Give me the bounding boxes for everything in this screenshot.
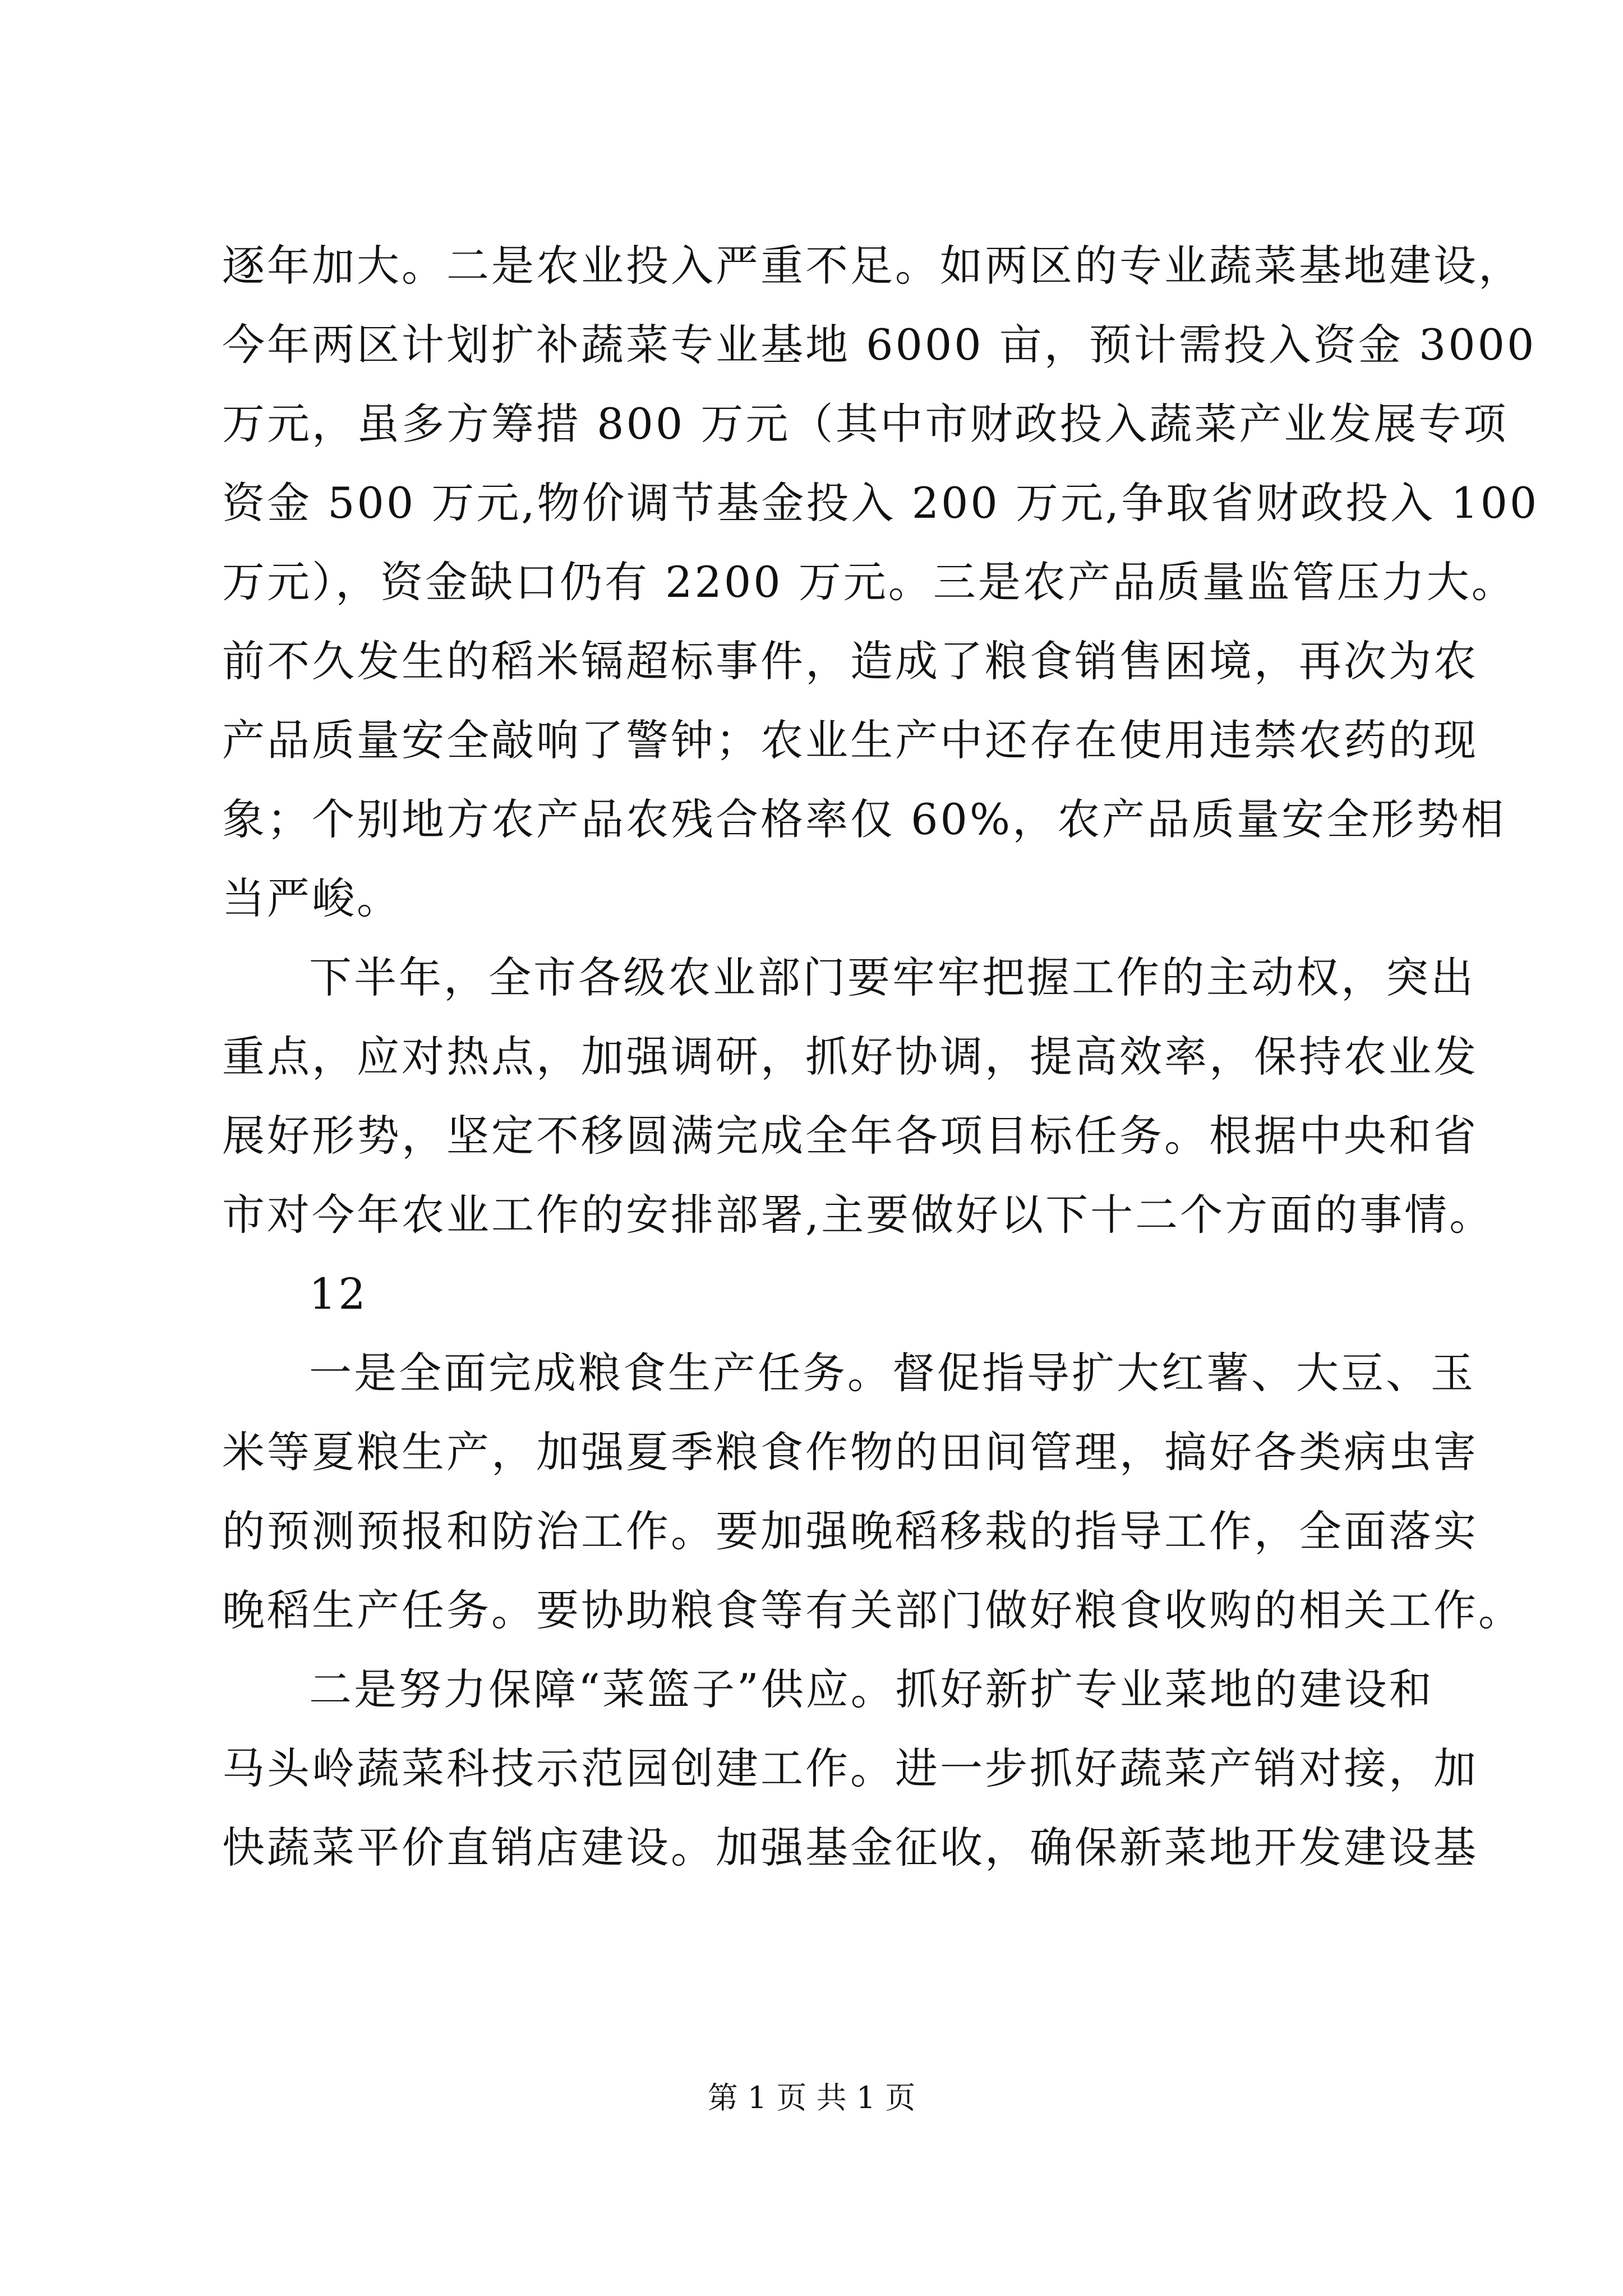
text-line: 逐年加大。二是农业投入严重不足。如两区的专业蔬菜基地建设， (222, 241, 1523, 291)
text-line: 前不久发生的稻米镉超标事件，造成了粮食销售困境，再次为农 (222, 636, 1478, 686)
text-line: 的预测预报和防治工作。要加强晚稻移栽的指导工作，全面落实 (222, 1506, 1478, 1556)
text-line: 展好形势，坚定不移圆满完成全年各项目标任务。根据中央和省 (222, 1111, 1478, 1161)
text-line: 重点，应对热点，加强调研，抓好协调，提高效率，保持农业发 (222, 1032, 1478, 1082)
section-number: 12 (309, 1269, 368, 1319)
text-line: 资金 500 万元,物价调节基金投入 200 万元,争取省财政投入 100 (222, 478, 1539, 528)
text-line: 市对今年农业工作的安排部署,主要做好以下十二个方面的事情。 (222, 1190, 1495, 1240)
text-line: 产品质量安全敲响了警钟；农业生产中还存在使用违禁农药的现 (222, 715, 1478, 765)
text-line: 象；个别地方农产品农残合格率仅 60%，农产品质量安全形势相 (222, 794, 1506, 844)
text-line: 快蔬菜平价直销店建设。加强基金征收，确保新菜地开发建设基 (222, 1823, 1478, 1872)
paragraph-start-line: 二是努力保障“菜篮子”供应。抓好新扩专业菜地的建设和 (309, 1664, 1434, 1714)
text-line: 米等夏粮生产，加强夏季粮食作物的田间管理，搞好各类病虫害 (222, 1427, 1478, 1477)
text-line: 万元，虽多方筹措 800 万元（其中市财政投入蔬菜产业发展专项 (222, 399, 1509, 449)
text-line: 晚稻生产任务。要协助粮食等有关部门做好粮食收购的相关工作。 (222, 1585, 1523, 1635)
paragraph-start-line: 下半年，全市各级农业部门要牢牢把握工作的主动权，突出 (309, 953, 1476, 1002)
text-line: 今年两区计划扩补蔬菜专业基地 6000 亩，预计需投入资金 3000 (222, 320, 1537, 370)
text-line: 万元），资金缺口仍有 2200 万元。三是农产品质量监管压力大。 (222, 557, 1516, 607)
text-line: 马头岭蔬菜科技示范园创建工作。进一步抓好蔬菜产销对接，加 (222, 1743, 1478, 1793)
paragraph-start-line: 一是全面完成粮食生产任务。督促指导扩大红薯、大豆、玉 (309, 1348, 1476, 1398)
page-footer: 第 1 页 共 1 页 (707, 2080, 916, 2115)
text-line: 当严峻。 (222, 873, 402, 923)
